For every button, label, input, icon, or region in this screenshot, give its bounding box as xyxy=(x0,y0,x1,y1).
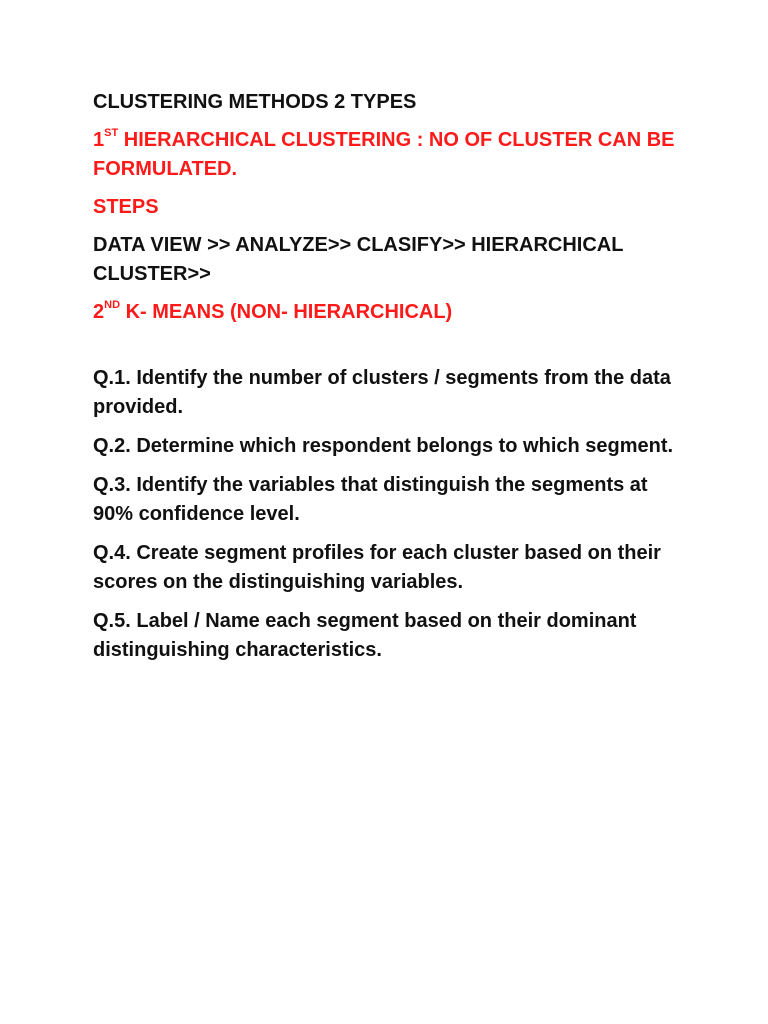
question-2: Q.2. Determine which respondent belongs to which segment. xyxy=(93,435,674,457)
question-4: Q.4. Create segment profiles for each cluster based on their scores on the distinguishing variables. xyxy=(93,542,661,593)
question-5: Q.5. Label / Name each segment based on their dominant distinguishing characteristics. xyxy=(93,610,637,661)
document-heading: CLUSTERING METHODS 2 TYPES xyxy=(93,91,417,113)
second-method-line xyxy=(93,298,693,327)
first-method-superscript: ST xyxy=(104,127,119,140)
question-3: Q.3. Identify the variables that distinguish the segments at 90% confidence level. xyxy=(93,474,648,525)
section-spacer xyxy=(93,336,693,364)
steps-path: DATA VIEW >> ANALYZE>> CLASIFY>> HIERARCHICAL CLUSTER>> xyxy=(93,234,624,285)
first-method-text: HIERARCHICAL CLUSTERING : NO OF CLUSTER CAN BE FORMULATED. xyxy=(93,129,675,180)
steps-label: STEPS xyxy=(93,196,159,218)
document-body xyxy=(93,88,693,675)
first-method-line xyxy=(93,126,693,184)
question-1: Q.1. Identify the number of clusters / segments from the data provided. xyxy=(93,367,671,418)
first-method-number: 1 xyxy=(93,129,105,151)
second-method-text: K- MEANS (NON- HIERARCHICAL) xyxy=(120,301,453,323)
second-method-number: 2 xyxy=(93,301,105,323)
second-method-superscript: ND xyxy=(104,299,121,312)
